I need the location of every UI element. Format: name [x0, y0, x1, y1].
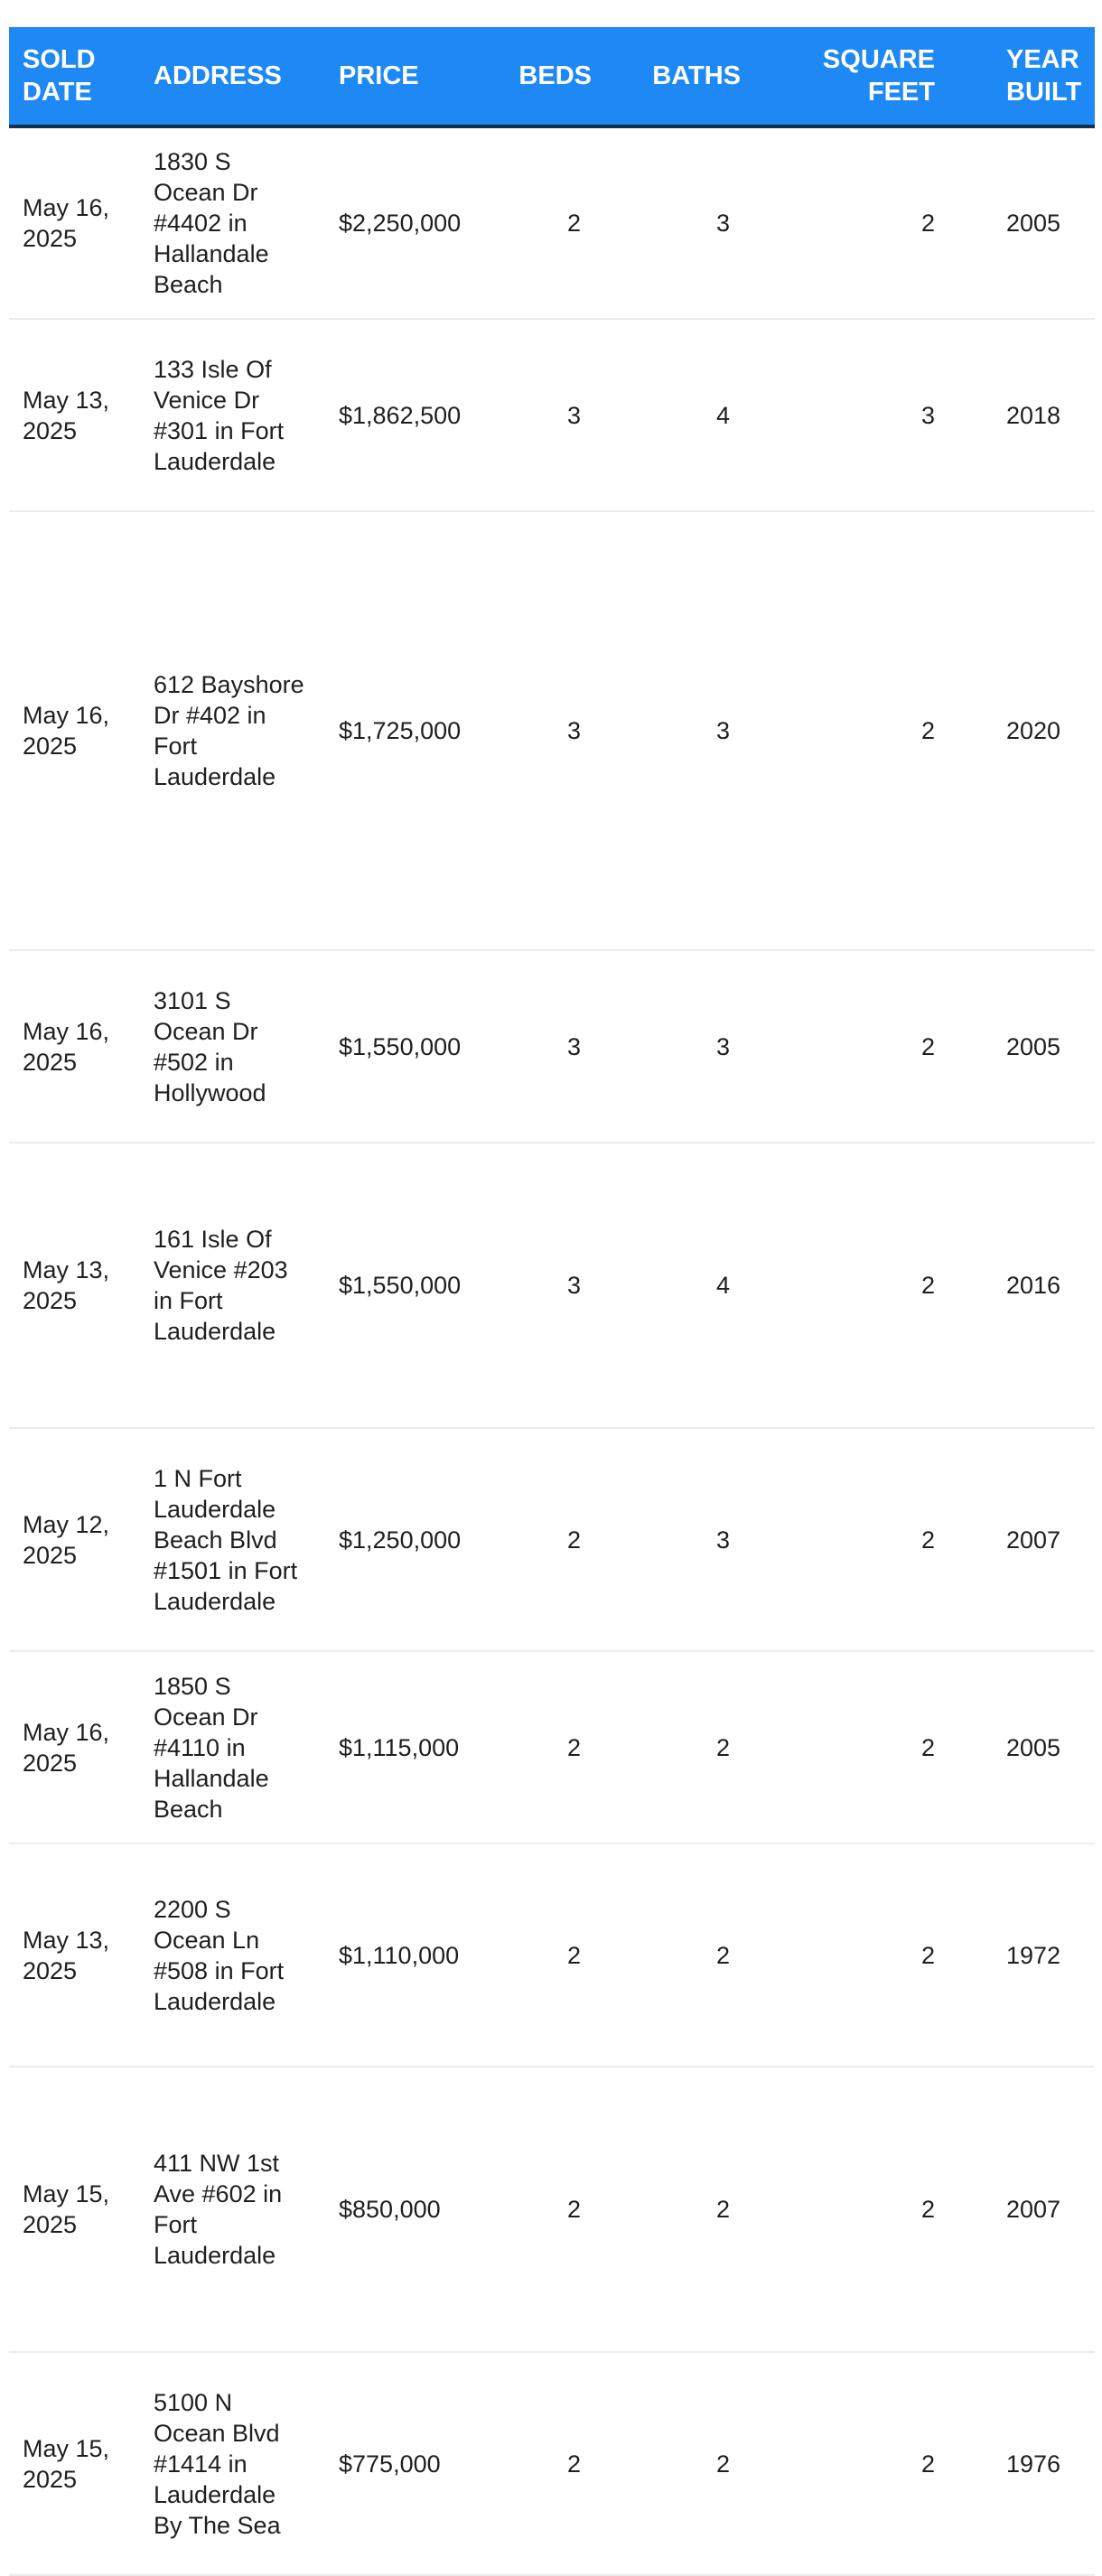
cell-baths: 2 — [628, 2067, 777, 2352]
cell-beds: 2 — [501, 2067, 628, 2352]
cell-square-feet: 2 — [777, 2067, 948, 2352]
cell-sold-date: May 13, 2025 — [9, 1143, 140, 1428]
cell-address: 5100 N Ocean Blvd #1414 in Lauderdale By The Sea — [140, 2352, 325, 2575]
table-row — [9, 1843, 1095, 2067]
cell-year-built: 2018 — [948, 319, 1095, 511]
cell-year-built: 2007 — [948, 2067, 1095, 2352]
cell-price: $1,250,000 — [325, 1428, 501, 1651]
header-year-built[interactable]: YEAR BUILT — [948, 27, 1095, 126]
cell-address: 1850 S Ocean Dr #4110 in Hallandale Beach — [140, 1651, 325, 1843]
cell-year-built: 1976 — [948, 2352, 1095, 2575]
cell-beds: 2 — [501, 1428, 628, 1651]
table-header-row — [9, 27, 1095, 126]
table-row — [9, 1428, 1095, 1651]
cell-sold-date: May 16, 2025 — [9, 1651, 140, 1843]
cell-baths: 4 — [628, 1143, 777, 1428]
cell-address: 161 Isle Of Venice #203 in Fort Lauderdale — [140, 1143, 325, 1428]
cell-year-built: 2016 — [948, 1143, 1095, 1428]
cell-address: 1 N Fort Lauderdale Beach Blvd #1501 in Fort Lauderdale — [140, 1428, 325, 1651]
cell-sold-date: May 13, 2025 — [9, 1843, 140, 2067]
header-sold-date[interactable]: SOLD DATE — [9, 27, 140, 126]
cell-address: 612 Bayshore Dr #402 in Fort Lauderdale — [140, 511, 325, 950]
header-price[interactable]: PRICE — [325, 27, 501, 126]
cell-sold-date: May 16, 2025 — [9, 950, 140, 1143]
cell-year-built: 2020 — [948, 511, 1095, 950]
cell-baths: 3 — [628, 126, 777, 319]
cell-address: 411 NW 1st Ave #602 in Fort Lauderdale — [140, 2067, 325, 2352]
cell-baths: 2 — [628, 1843, 777, 2067]
cell-price: $1,115,000 — [325, 1651, 501, 1843]
table-row — [9, 2067, 1095, 2352]
table-row — [9, 1651, 1095, 1843]
cell-price: $1,725,000 — [325, 511, 501, 950]
cell-sold-date: May 16, 2025 — [9, 511, 140, 950]
table-row — [9, 950, 1095, 1143]
cell-address: 133 Isle Of Venice Dr #301 in Fort Lauderdale — [140, 319, 325, 511]
cell-address: 1830 S Ocean Dr #4402 in Hallandale Beach — [140, 126, 325, 319]
table-row — [9, 319, 1095, 511]
header-address[interactable]: ADDRESS — [140, 27, 325, 126]
cell-beds: 3 — [501, 319, 628, 511]
cell-price: $2,250,000 — [325, 126, 501, 319]
cell-beds: 2 — [501, 126, 628, 319]
table-row — [9, 1143, 1095, 1428]
header-square-feet[interactable]: SQUARE FEET — [777, 27, 948, 126]
header-beds[interactable]: BEDS — [501, 27, 628, 126]
cell-beds: 2 — [501, 2352, 628, 2575]
cell-square-feet: 2 — [777, 950, 948, 1143]
cell-baths: 3 — [628, 950, 777, 1143]
cell-beds: 3 — [501, 950, 628, 1143]
cell-square-feet: 2 — [777, 1428, 948, 1651]
sales-table-container — [9, 27, 1095, 2576]
cell-year-built: 2005 — [948, 1651, 1095, 1843]
cell-square-feet: 2 — [777, 1651, 948, 1843]
cell-year-built: 2005 — [948, 950, 1095, 1143]
cell-beds: 3 — [501, 1143, 628, 1428]
cell-price: $1,862,500 — [325, 319, 501, 511]
cell-square-feet: 2 — [777, 126, 948, 319]
cell-square-feet: 3 — [777, 319, 948, 511]
cell-year-built: 1972 — [948, 1843, 1095, 2067]
cell-year-built: 2005 — [948, 126, 1095, 319]
header-baths[interactable]: BATHS — [628, 27, 777, 126]
cell-sold-date: May 16, 2025 — [9, 126, 140, 319]
cell-baths: 2 — [628, 1651, 777, 1843]
cell-sold-date: May 15, 2025 — [9, 2067, 140, 2352]
cell-price: $775,000 — [325, 2352, 501, 2575]
cell-baths: 4 — [628, 319, 777, 511]
cell-sold-date: May 15, 2025 — [9, 2352, 140, 2575]
cell-beds: 3 — [501, 511, 628, 950]
table-row — [9, 2352, 1095, 2575]
cell-beds: 2 — [501, 1651, 628, 1843]
cell-sold-date: May 12, 2025 — [9, 1428, 140, 1651]
cell-beds: 2 — [501, 1843, 628, 2067]
cell-price: $1,550,000 — [325, 950, 501, 1143]
table-row — [9, 511, 1095, 950]
cell-square-feet: 2 — [777, 2352, 948, 2575]
cell-price: $1,110,000 — [325, 1843, 501, 2067]
cell-address: 2200 S Ocean Ln #508 in Fort Lauderdale — [140, 1843, 325, 2067]
cell-baths: 2 — [628, 2352, 777, 2575]
table-row — [9, 126, 1095, 319]
cell-price: $1,550,000 — [325, 1143, 501, 1428]
cell-square-feet: 2 — [777, 511, 948, 950]
cell-address: 3101 S Ocean Dr #502 in Hollywood — [140, 950, 325, 1143]
cell-square-feet: 2 — [777, 1143, 948, 1428]
cell-price: $850,000 — [325, 2067, 501, 2352]
recent-sales-table — [9, 27, 1095, 2576]
cell-baths: 3 — [628, 1428, 777, 1651]
cell-sold-date: May 13, 2025 — [9, 319, 140, 511]
cell-square-feet: 2 — [777, 1843, 948, 2067]
cell-year-built: 2007 — [948, 1428, 1095, 1651]
cell-baths: 3 — [628, 511, 777, 950]
